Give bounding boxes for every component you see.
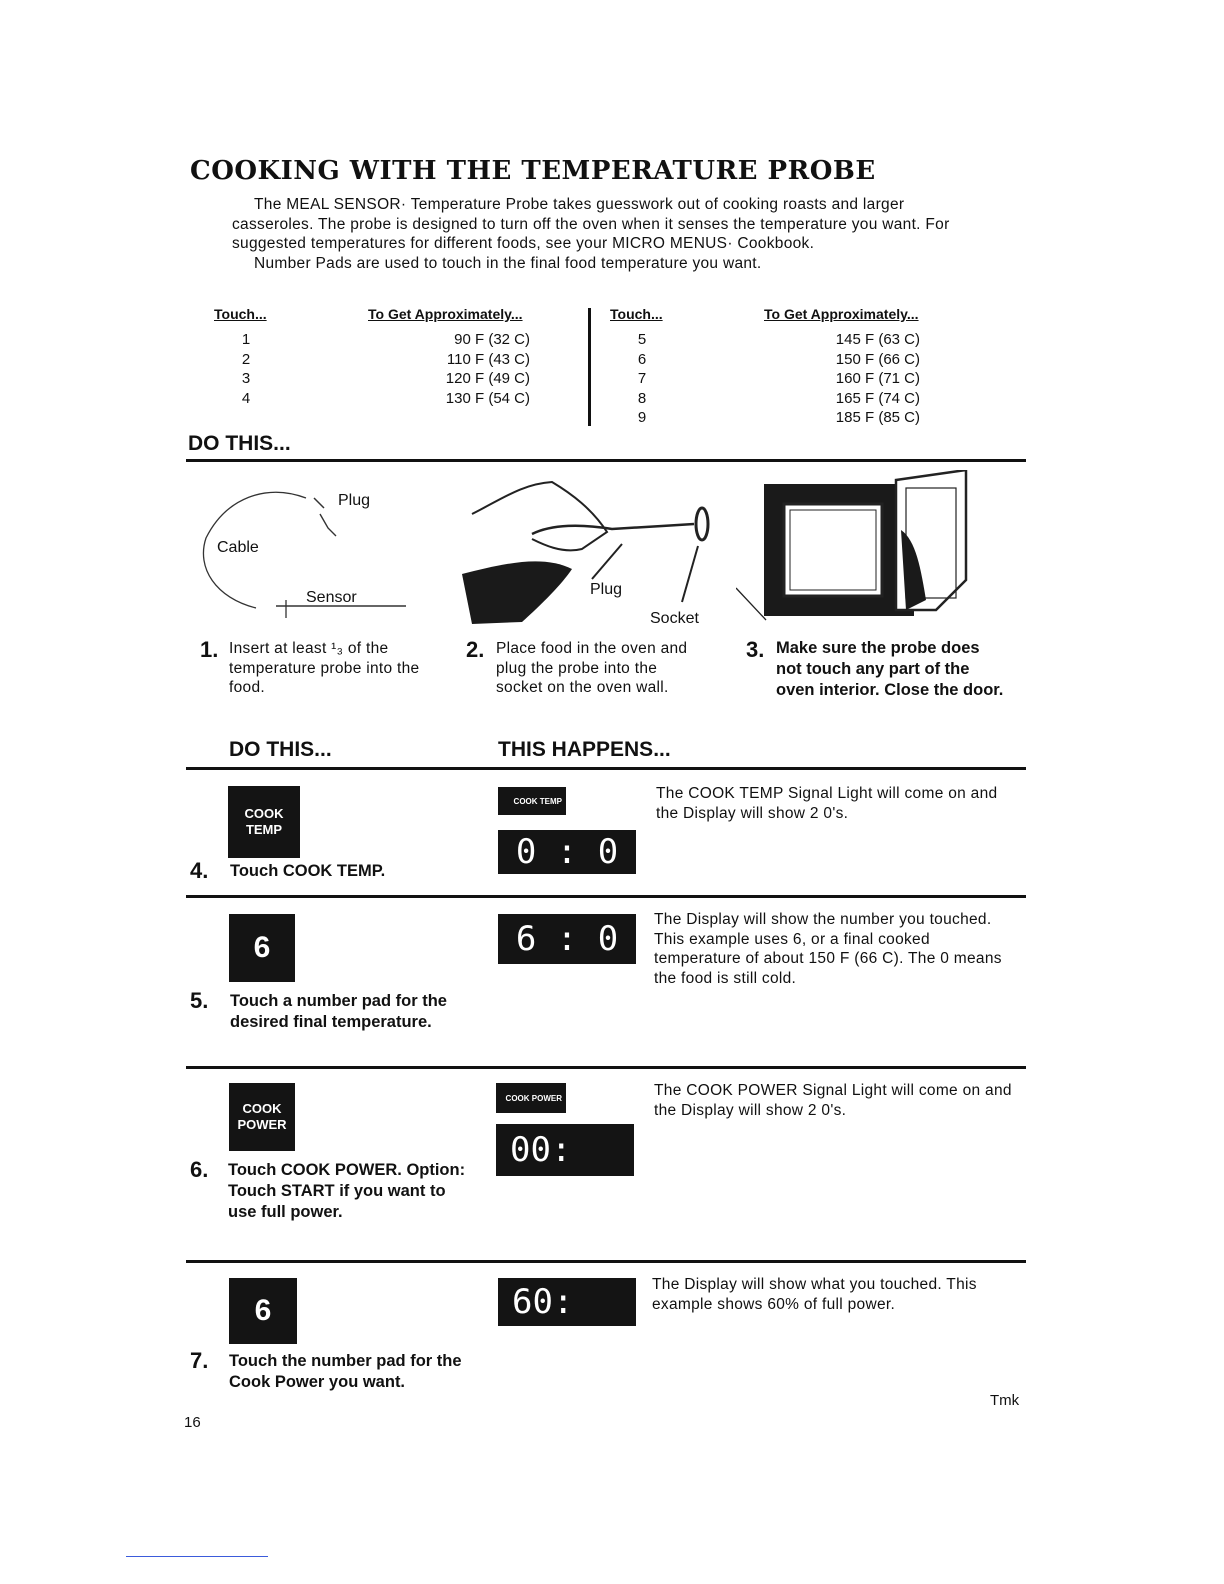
step-4-description: The COOK TEMP Signal Light will come on and the Display will show 2 0's. [656, 785, 998, 822]
table-header-touch-right: Touch... [610, 306, 663, 322]
cable-label: Cable [217, 539, 259, 556]
table-left-touch-column [236, 330, 256, 408]
do-this-heading: DO THIS... [188, 432, 291, 455]
step-number: 2. [466, 637, 485, 662]
divider [186, 895, 1026, 898]
step-number: 4. [190, 858, 209, 883]
step-5-text: Touch a number pad for the desired final temperature. [230, 992, 447, 1031]
socket-label: Socket [650, 610, 699, 627]
intro-paragraph-1: The MEAL SENSOR· Temperature Probe takes guesswork out of cooking roasts and larger casseroles. The probe is designed to turn off the oven when it senses the temperature you want. For suggested temperatures for different foods, see your MICRO MENUS· Cookbook. [232, 196, 950, 252]
page-title: COOKING WITH THE TEMPERATURE PROBE [190, 156, 876, 186]
step-number: 3. [746, 637, 765, 662]
table-cell: 150 F (66 C) [835, 350, 920, 368]
divider [186, 459, 1026, 462]
table-cell: 2 [241, 350, 251, 368]
step-5-description: The Display will show the number you touched. This example uses 6, or a final cooked temperature of about 150 F (66 C). The 0 means the food is still cold. [654, 911, 1002, 987]
table-cell: 5 [637, 331, 647, 348]
display-panel: 00: [496, 1124, 634, 1176]
page-number: 16 [184, 1414, 201, 1431]
display-panel: 60: [498, 1278, 636, 1326]
table-cell: 130 F (54 C) [445, 389, 530, 407]
table-header-get-left: To Get Approximately... [368, 306, 523, 322]
divider [186, 767, 1026, 770]
table-cell: 4 [241, 389, 251, 407]
hand-plug-illustration [462, 474, 722, 624]
table-cell: 6 [637, 350, 647, 368]
cook-temp-pad[interactable]: COOK TEMP [228, 786, 300, 858]
footer-note: Tmk [990, 1392, 1020, 1409]
table-cell: 185 F (85 C) [835, 409, 920, 426]
table-cell: 165 F (74 C) [835, 389, 920, 407]
cook-power-pad[interactable]: COOK POWER [229, 1083, 295, 1151]
step-7-text: Touch the number pad for the Cook Power you want. [229, 1352, 462, 1391]
table-left-temp-column [400, 330, 530, 408]
step-number: 1. [200, 637, 219, 662]
step-2-text: Place food in the oven and plug the probe into the socket on the oven wall. [496, 640, 688, 696]
step-3-text: Make sure the probe does not touch any part of the oven interior. Close the door. [776, 639, 1004, 699]
number-pad-6[interactable]: 6 [229, 914, 295, 982]
table-cell: 120 F (49 C) [445, 370, 530, 387]
table-cell: 9 [637, 409, 647, 426]
table-cell: 1 [241, 331, 251, 348]
step-4-text: Touch COOK TEMP. [230, 862, 386, 880]
table-cell: 7 [637, 370, 647, 387]
this-happens-heading: THIS HAPPENS... [498, 738, 671, 761]
step-number: 7. [190, 1348, 209, 1373]
footnote-rule [126, 1556, 268, 1557]
step-number: 6. [190, 1157, 209, 1182]
table-cell: 160 F (71 C) [835, 370, 920, 387]
divider [186, 1066, 1026, 1069]
cook-temp-signal-light: COOK TEMP [498, 787, 566, 815]
step-7-description: The Display will show what you touched. This example shows 60% of full power. [652, 1276, 977, 1313]
table-right-touch-column [632, 330, 652, 428]
table-cell: 8 [637, 389, 647, 407]
table-cell: 90 F (32 C) [454, 331, 530, 348]
table-cell: 110 F (43 C) [446, 350, 530, 368]
table-cell: 3 [241, 370, 251, 387]
table-cell: 145 F (63 C) [835, 331, 920, 348]
oven-illustration [736, 470, 976, 630]
display-panel: 0 : 0 [498, 830, 636, 874]
intro-paragraph-2: Number Pads are used to touch in the final food temperature you want. [254, 254, 762, 272]
table-right-temp-column [790, 330, 920, 428]
plug-label-2: Plug [590, 581, 623, 598]
divider [186, 1260, 1026, 1263]
number-pad-6[interactable]: 6 [229, 1278, 297, 1344]
table-divider [588, 308, 591, 426]
do-this-heading-2: DO THIS... [229, 738, 332, 761]
step-6-text: Touch COOK POWER. Option: Touch START if you want to use full power. [228, 1161, 466, 1221]
display-panel: 6 : 0 [498, 914, 636, 964]
plug-label: Plug [338, 492, 371, 509]
table-header-get-right: To Get Approximately... [764, 306, 919, 322]
step-number: 5. [190, 988, 209, 1013]
cook-power-signal-light: COOK POWER [496, 1083, 566, 1113]
step-1-text: Insert at least ¹₃ of the temperature probe into the food. [229, 640, 420, 696]
table-header-touch-left: Touch... [214, 306, 267, 322]
intro-text [232, 195, 972, 273]
sensor-label: Sensor [306, 589, 357, 606]
step-6-description: The COOK POWER Signal Light will come on and the Display will show 2 0's. [654, 1082, 1012, 1119]
